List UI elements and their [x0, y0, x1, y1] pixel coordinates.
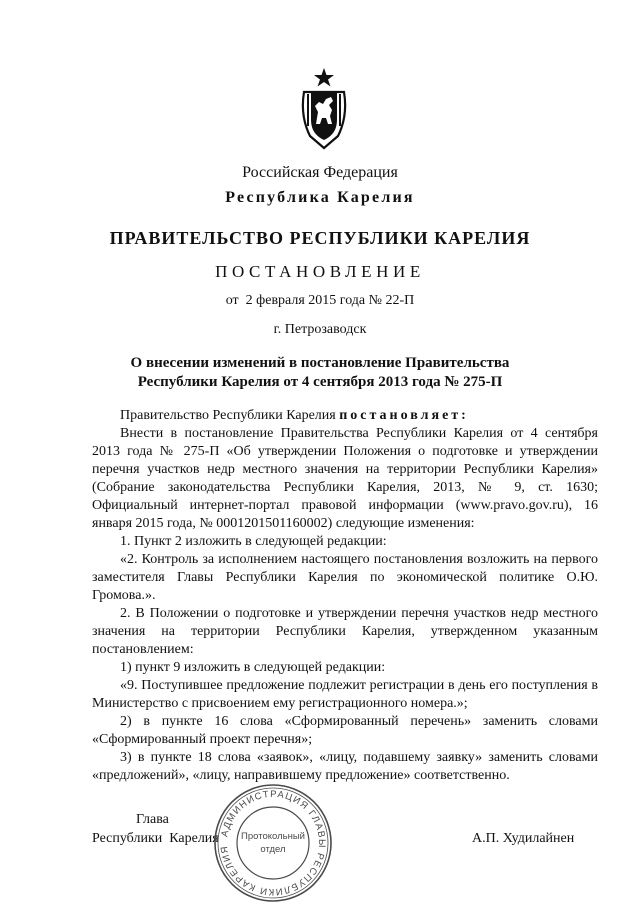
paragraph-4: 2. В Положении о подготовке и утверждении перечня участков недр местного значения на территории Республики Карелия, утвержденном указанным постановлением: — [92, 606, 598, 657]
signature-title: Глава — [136, 812, 169, 827]
signature-organization: Республики Карелия — [92, 831, 219, 846]
document-city: г. Петрозаводск — [273, 322, 367, 337]
signatory-name: А.П. Худилайнен — [472, 831, 575, 846]
paragraph-2: 1. Пункт 2 изложить в следующей редакции: — [120, 534, 387, 549]
intro-text: Правительство Республики Карелия — [120, 408, 340, 423]
paragraph-7: 2) в пункте 16 слова «Сформированный перечень» заменить словами «Сформированный проект перечня»; — [92, 714, 598, 747]
intro-paragraph — [92, 407, 598, 425]
paragraph-1: Внести в постановление Правительства Республики Карелия от 4 сентября 2013 года № 275-П «Об утверждении Положения о подготовке и утверждении перечня участков недр местного значения на территории Республики Карелия» (Собрание законодательства Республики Карелия, 2013, № 9, ст. 1630; Официальный интернет-портал правовой информации (www.pravo.gov.ru), 16 января 2015 года, № 0001201501160002) следующие изменения: — [92, 426, 598, 531]
official-seal-icon — [212, 782, 334, 904]
seal-ring-text: АДМИНИСТРАЦИЯ ГЛАВЫ РЕСПУБЛИКИ КАРЕЛИЯ — [218, 788, 328, 898]
government-title: ПРАВИТЕЛЬСТВО РЕСПУБЛИКИ КАРЕЛИЯ — [109, 228, 531, 248]
document-date-number: от 2 февраля 2015 года № 22-П — [225, 293, 415, 308]
seal-center-line-1: Протокольный — [241, 831, 305, 842]
paragraph-5: 1) пункт 9 изложить в следующей редакции: — [120, 660, 386, 675]
paragraph-3: «2. Контроль за исполнением настоящего постановления возложить на первого заместителя Главы Республики Карелия по экономической политике О.Ю. Громова.». — [92, 552, 598, 603]
seal-center-line-2: отдел — [260, 844, 286, 855]
country-name: Российская Федерация — [242, 164, 398, 181]
subject-line-1: О внесении изменений в постановление Правительства — [130, 355, 510, 371]
document-type: ПОСТАНОВЛЕНИЕ — [215, 262, 425, 281]
intro-action: постановляет: — [339, 408, 469, 423]
document-body — [92, 407, 598, 785]
karelia-coat-of-arms-icon — [296, 66, 352, 150]
paragraph-8: 3) в пункте 18 слова «заявок», «лицу, подавшему заявку» заменить словами «предложений», «лицу, направившему предложение» соответственно. — [92, 750, 598, 783]
subject-line-2: Республики Карелия от 4 сентября 2013 года № 275-П — [137, 374, 503, 390]
paragraph-6: «9. Поступившее предложение подлежит регистрации в день его поступления в Министерство с присвоением ему регистрационного номера.»; — [92, 678, 598, 711]
republic-name: Республика Карелия — [225, 189, 415, 206]
document-subject — [0, 354, 640, 392]
